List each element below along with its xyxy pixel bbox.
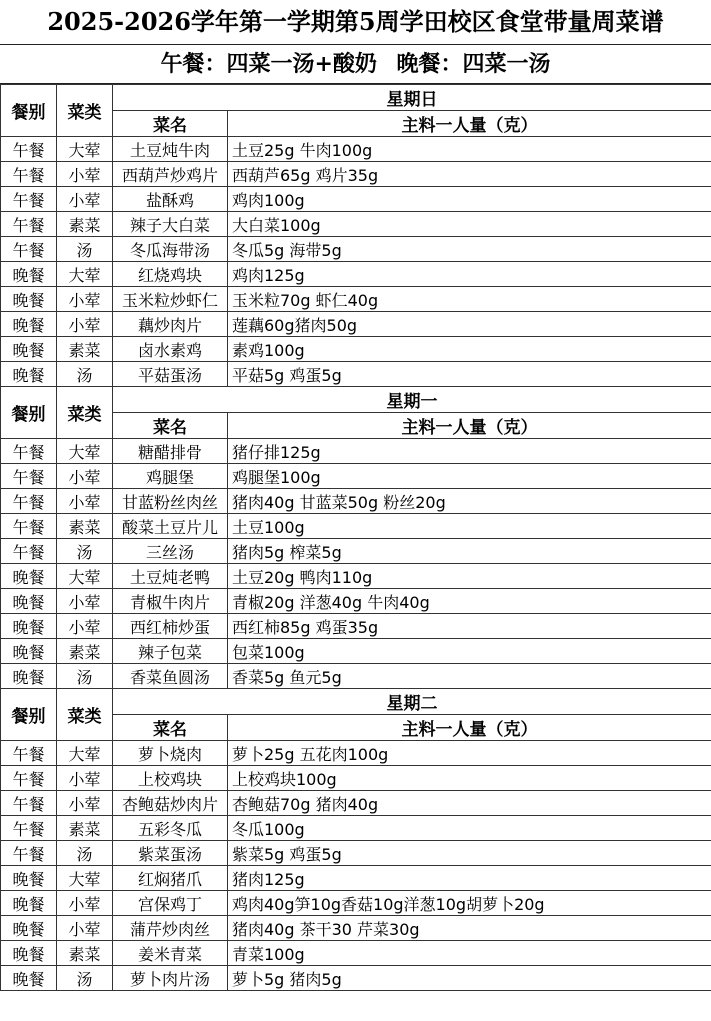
table-row xyxy=(1,916,711,941)
category-cell: 素菜 xyxy=(57,816,113,841)
dish-cell: 青椒牛肉片 xyxy=(113,589,228,614)
table-row xyxy=(1,639,711,664)
ingredients-cell: 猪肉40g 甘蓝菜50g 粉丝20g xyxy=(228,489,711,514)
meal-cell: 晚餐 xyxy=(1,664,57,689)
ingredients-cell: 大白菜100g xyxy=(228,212,711,237)
ingredients-cell: 土豆25g 牛肉100g xyxy=(228,137,711,162)
dish-column-header: 菜名 xyxy=(113,413,228,439)
meal-column-header: 餐别 xyxy=(1,689,57,741)
dish-cell: 辣子大白菜 xyxy=(113,212,228,237)
dish-cell: 姜米青菜 xyxy=(113,941,228,966)
ingredients-cell: 香菜5g 鱼元5g xyxy=(228,664,711,689)
dish-cell: 土豆炖牛肉 xyxy=(113,137,228,162)
dish-cell: 甘蓝粉丝肉丝 xyxy=(113,489,228,514)
dish-column-header: 菜名 xyxy=(113,111,228,137)
table-row xyxy=(1,187,711,212)
ingredients-cell: 西葫芦65g 鸡片35g xyxy=(228,162,711,187)
meal-cell: 晚餐 xyxy=(1,362,57,387)
category-cell: 大荤 xyxy=(57,439,113,464)
ingredients-cell: 萝卜25g 五花肉100g xyxy=(228,741,711,766)
category-cell: 小荤 xyxy=(57,766,113,791)
ingredients-cell: 萝卜5g 猪肉5g xyxy=(228,966,711,991)
dish-cell: 紫菜蛋汤 xyxy=(113,841,228,866)
meal-cell: 午餐 xyxy=(1,841,57,866)
dish-cell: 红焖猪爪 xyxy=(113,866,228,891)
category-column-header: 菜类 xyxy=(57,85,113,137)
category-column-header: 菜类 xyxy=(57,387,113,439)
table-row xyxy=(1,664,711,689)
meal-cell: 午餐 xyxy=(1,514,57,539)
meal-cell: 午餐 xyxy=(1,489,57,514)
day-label: 星期日 xyxy=(113,85,711,111)
meal-cell: 午餐 xyxy=(1,439,57,464)
category-cell: 小荤 xyxy=(57,187,113,212)
meal-cell: 午餐 xyxy=(1,766,57,791)
category-cell: 大荤 xyxy=(57,564,113,589)
dish-cell: 土豆炖老鸭 xyxy=(113,564,228,589)
meal-column-header: 餐别 xyxy=(1,387,57,439)
table-row xyxy=(1,162,711,187)
category-cell: 汤 xyxy=(57,237,113,262)
category-cell: 小荤 xyxy=(57,791,113,816)
meal-cell: 晚餐 xyxy=(1,287,57,312)
ingredients-cell: 包菜100g xyxy=(228,639,711,664)
meal-subtitle xyxy=(0,45,711,84)
dish-cell: 萝卜肉片汤 xyxy=(113,966,228,991)
meal-cell: 晚餐 xyxy=(1,564,57,589)
dish-cell: 宫保鸡丁 xyxy=(113,891,228,916)
category-cell: 小荤 xyxy=(57,464,113,489)
category-cell: 小荤 xyxy=(57,489,113,514)
meal-cell: 晚餐 xyxy=(1,312,57,337)
ingredients-cell: 土豆20g 鸭肉110g xyxy=(228,564,711,589)
dish-cell: 鸡腿堡 xyxy=(113,464,228,489)
meal-cell: 晚餐 xyxy=(1,916,57,941)
category-column-header: 菜类 xyxy=(57,689,113,741)
meal-cell: 午餐 xyxy=(1,539,57,564)
table-row xyxy=(1,212,711,237)
dish-cell: 糖醋排骨 xyxy=(113,439,228,464)
category-cell: 汤 xyxy=(57,841,113,866)
category-cell: 小荤 xyxy=(57,614,113,639)
table-row xyxy=(1,137,711,162)
table-row xyxy=(1,866,711,891)
table-row xyxy=(1,439,711,464)
category-cell: 汤 xyxy=(57,539,113,564)
category-cell: 小荤 xyxy=(57,916,113,941)
day-header-row xyxy=(1,387,711,413)
category-cell: 汤 xyxy=(57,362,113,387)
meal-cell: 晚餐 xyxy=(1,337,57,362)
dish-cell: 蒲芹炒肉丝 xyxy=(113,916,228,941)
dinner-summary: 晚餐：四菜一汤 xyxy=(396,51,551,77)
table-row xyxy=(1,287,711,312)
menu-table xyxy=(0,84,711,991)
category-cell: 小荤 xyxy=(57,287,113,312)
dish-cell: 杏鲍菇炒肉片 xyxy=(113,791,228,816)
table-row xyxy=(1,841,711,866)
table-row xyxy=(1,891,711,916)
ingredients-cell: 上校鸡块100g xyxy=(228,766,711,791)
dish-cell: 上校鸡块 xyxy=(113,766,228,791)
table-row xyxy=(1,766,711,791)
table-row xyxy=(1,237,711,262)
dish-cell: 冬瓜海带汤 xyxy=(113,237,228,262)
meal-cell: 午餐 xyxy=(1,162,57,187)
table-row xyxy=(1,564,711,589)
category-cell: 汤 xyxy=(57,664,113,689)
category-cell: 小荤 xyxy=(57,312,113,337)
meal-cell: 午餐 xyxy=(1,237,57,262)
dish-cell: 西红柿炒蛋 xyxy=(113,614,228,639)
ingredients-column-header: 主料一人量（克） xyxy=(228,413,711,439)
lunch-summary: 午餐：四菜一汤+酸奶 xyxy=(160,51,377,77)
ingredients-cell: 鸡肉125g xyxy=(228,262,711,287)
table-row xyxy=(1,614,711,639)
ingredients-column-header: 主料一人量（克） xyxy=(228,111,711,137)
meal-cell: 午餐 xyxy=(1,791,57,816)
table-row xyxy=(1,514,711,539)
category-cell: 素菜 xyxy=(57,639,113,664)
dish-cell: 五彩冬瓜 xyxy=(113,816,228,841)
ingredients-cell: 玉米粒70g 虾仁40g xyxy=(228,287,711,312)
day-label: 星期一 xyxy=(113,387,711,413)
table-row xyxy=(1,791,711,816)
category-cell: 小荤 xyxy=(57,891,113,916)
day-header-row xyxy=(1,689,711,715)
table-row xyxy=(1,941,711,966)
dish-cell: 玉米粒炒虾仁 xyxy=(113,287,228,312)
ingredients-cell: 莲藕60g猪肉50g xyxy=(228,312,711,337)
meal-cell: 午餐 xyxy=(1,212,57,237)
meal-cell: 晚餐 xyxy=(1,966,57,991)
dish-cell: 辣子包菜 xyxy=(113,639,228,664)
category-cell: 素菜 xyxy=(57,514,113,539)
table-row xyxy=(1,312,711,337)
meal-cell: 晚餐 xyxy=(1,639,57,664)
meal-cell: 晚餐 xyxy=(1,262,57,287)
category-cell: 大荤 xyxy=(57,137,113,162)
dish-cell: 卤水素鸡 xyxy=(113,337,228,362)
day-label: 星期二 xyxy=(113,689,711,715)
ingredients-cell: 杏鲍菇70g 猪肉40g xyxy=(228,791,711,816)
meal-cell: 午餐 xyxy=(1,137,57,162)
table-row xyxy=(1,362,711,387)
dish-cell: 平菇蛋汤 xyxy=(113,362,228,387)
ingredients-cell: 猪肉5g 榨菜5g xyxy=(228,539,711,564)
meal-cell: 晚餐 xyxy=(1,614,57,639)
meal-cell: 晚餐 xyxy=(1,589,57,614)
table-row xyxy=(1,337,711,362)
category-cell: 素菜 xyxy=(57,941,113,966)
dish-cell: 西葫芦炒鸡片 xyxy=(113,162,228,187)
table-row xyxy=(1,539,711,564)
category-cell: 素菜 xyxy=(57,337,113,362)
meal-cell: 晚餐 xyxy=(1,941,57,966)
dish-cell: 红烧鸡块 xyxy=(113,262,228,287)
meal-cell: 午餐 xyxy=(1,464,57,489)
meal-cell: 晚餐 xyxy=(1,891,57,916)
ingredients-cell: 猪肉40g 茶干30 芹菜30g xyxy=(228,916,711,941)
category-cell: 素菜 xyxy=(57,212,113,237)
ingredients-cell: 冬瓜5g 海带5g xyxy=(228,237,711,262)
table-row xyxy=(1,816,711,841)
ingredients-cell: 西红柿85g 鸡蛋35g xyxy=(228,614,711,639)
category-cell: 汤 xyxy=(57,966,113,991)
category-cell: 小荤 xyxy=(57,162,113,187)
ingredients-cell: 冬瓜100g xyxy=(228,816,711,841)
ingredients-column-header: 主料一人量（克） xyxy=(228,715,711,741)
dish-cell: 盐酥鸡 xyxy=(113,187,228,212)
ingredients-cell: 青菜100g xyxy=(228,941,711,966)
ingredients-cell: 鸡肉40g笋10g香菇10g洋葱10g胡萝卜20g xyxy=(228,891,711,916)
ingredients-cell: 紫菜5g 鸡蛋5g xyxy=(228,841,711,866)
page-title: 2025-2026学年第一学期第5周学田校区食堂带量周菜谱 xyxy=(0,0,711,45)
category-cell: 小荤 xyxy=(57,589,113,614)
table-row xyxy=(1,741,711,766)
ingredients-cell: 青椒20g 洋葱40g 牛肉40g xyxy=(228,589,711,614)
ingredients-cell: 鸡腿堡100g xyxy=(228,464,711,489)
dish-cell: 藕炒肉片 xyxy=(113,312,228,337)
category-cell: 大荤 xyxy=(57,741,113,766)
dish-cell: 三丝汤 xyxy=(113,539,228,564)
ingredients-cell: 土豆100g xyxy=(228,514,711,539)
table-row xyxy=(1,489,711,514)
dish-column-header: 菜名 xyxy=(113,715,228,741)
table-row xyxy=(1,966,711,991)
meal-column-header: 餐别 xyxy=(1,85,57,137)
ingredients-cell: 猪仔排125g xyxy=(228,439,711,464)
dish-cell: 香菜鱼圆汤 xyxy=(113,664,228,689)
ingredients-cell: 猪肉125g xyxy=(228,866,711,891)
meal-cell: 晚餐 xyxy=(1,866,57,891)
dish-cell: 萝卜烧肉 xyxy=(113,741,228,766)
table-row xyxy=(1,262,711,287)
meal-cell: 午餐 xyxy=(1,187,57,212)
meal-cell: 午餐 xyxy=(1,741,57,766)
ingredients-cell: 素鸡100g xyxy=(228,337,711,362)
category-cell: 大荤 xyxy=(57,866,113,891)
ingredients-cell: 鸡肉100g xyxy=(228,187,711,212)
ingredients-cell: 平菇5g 鸡蛋5g xyxy=(228,362,711,387)
table-row xyxy=(1,589,711,614)
meal-cell: 午餐 xyxy=(1,816,57,841)
day-header-row xyxy=(1,85,711,111)
dish-cell: 酸菜土豆片儿 xyxy=(113,514,228,539)
table-row xyxy=(1,464,711,489)
category-cell: 大荤 xyxy=(57,262,113,287)
